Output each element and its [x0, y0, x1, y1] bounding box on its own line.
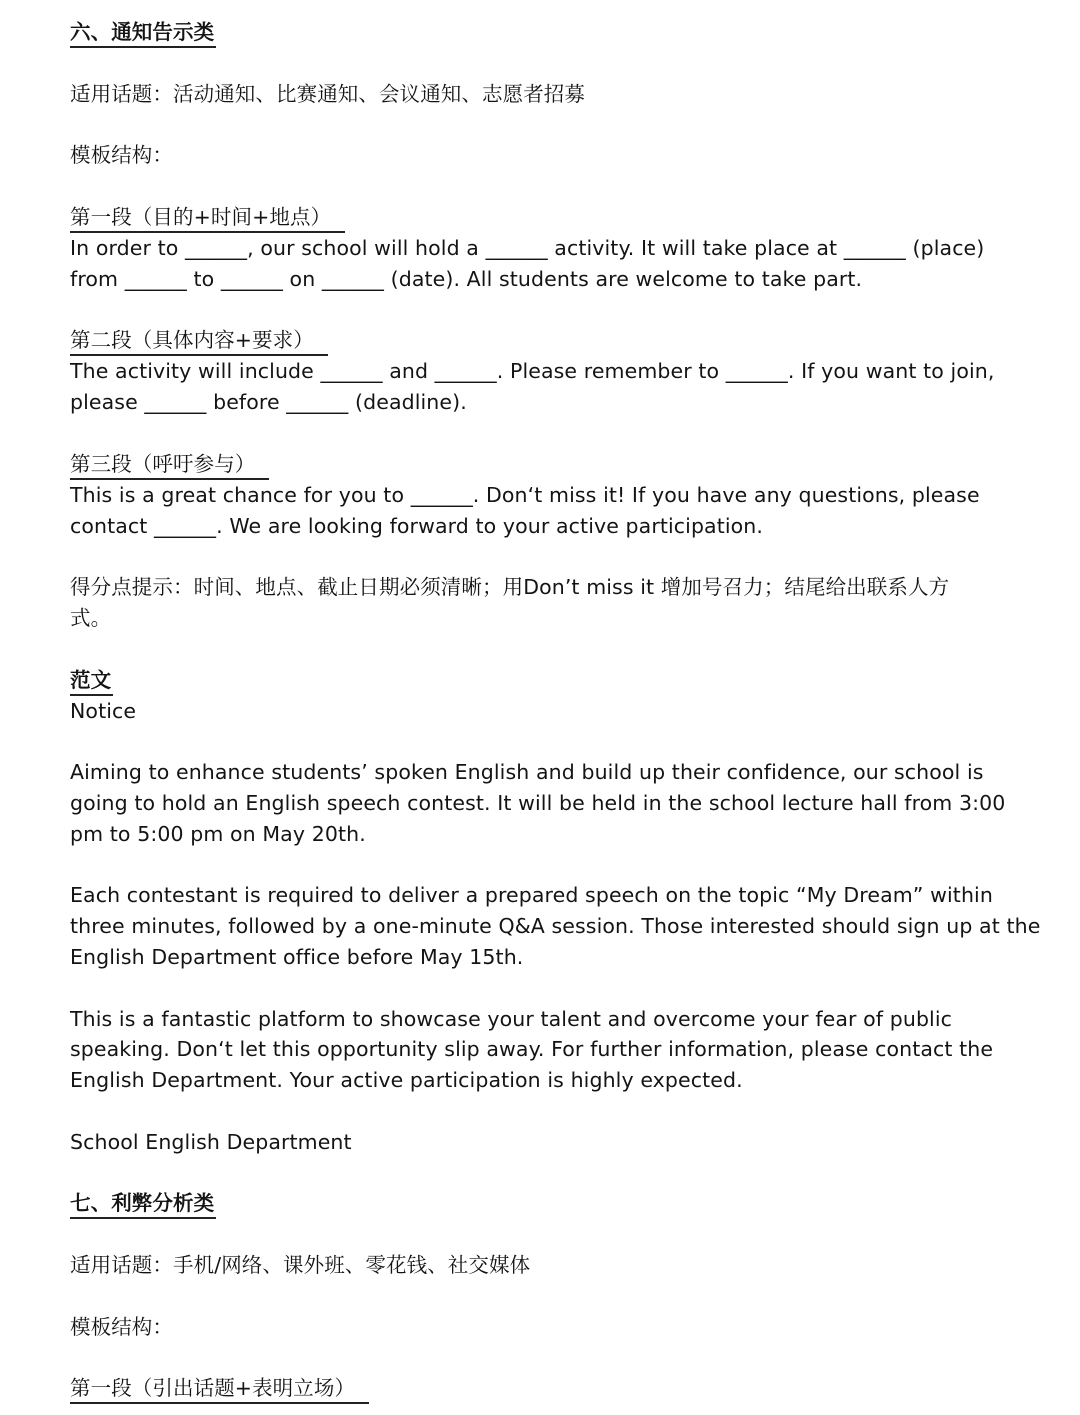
section-7-para1-heading: 第一段（引出话题+表明立场）: [70, 1375, 369, 1404]
para1-heading-row: [70, 202, 1020, 233]
para3-heading: 第三段（呼吁参与）: [70, 451, 269, 480]
section-6-title-row: [70, 17, 1020, 48]
para2-line-2: please ______ before ______ (deadline).: [70, 390, 467, 415]
para3-heading-row: [70, 449, 1020, 480]
sample-p1-line-3: pm to 5:00 pm on May 20th.: [70, 821, 366, 846]
para1-heading: 第一段（目的+时间+地点）: [70, 204, 345, 233]
section-7-para1-heading-row: [70, 1373, 1020, 1404]
tips-line-1: 得分点提示：时间、地点、截止日期必须清晰；用Don’t miss it 增加号召力；结尾给出联系人方: [70, 575, 950, 600]
section-7-topics: 适用话题：手机/网络、课外班、零花钱、社交媒体: [70, 1253, 531, 1278]
sample-label: 范文: [70, 667, 113, 696]
sample-p2-line-2: three minutes, followed by a one-minute Q&A session. Those interested should sign up at the: [70, 914, 1041, 939]
sample-p2-line-3: English Department office before May 15th.: [70, 944, 524, 969]
sample-p1-line-1: Aiming to enhance students’ spoken English and build up their confidence, our school is: [70, 760, 984, 785]
para2-heading-row: [70, 325, 1020, 356]
sample-signature: School English Department: [70, 1129, 352, 1154]
para1-line-2: from ______ to ______ on ______ (date). All students are welcome to take part.: [70, 266, 863, 291]
sample-label-row: [70, 665, 1020, 696]
section-6-template-label: 模板结构：: [70, 143, 173, 168]
section-6-title: 六、通知告示类: [70, 19, 216, 48]
section-7-title-row: [70, 1188, 1020, 1219]
sample-p3-line-3: English Department. Your active participation is highly expected.: [70, 1068, 743, 1093]
section-7-title: 七、利弊分析类: [70, 1190, 216, 1219]
para3-line-2: contact ______. We are looking forward to your active participation.: [70, 513, 764, 538]
para1-line-1: In order to ______, our school will hold a ______ activity. It will take place at ______ (place): [70, 235, 985, 260]
sample-p3-line-1: This is a fantastic platform to showcase your talent and overcome your fear of public: [70, 1006, 953, 1031]
document-page: [70, 17, 1041, 1404]
sample-p3-line-2: speaking. Don‘t let this opportunity slip away. For further information, please contact the: [70, 1037, 994, 1062]
para3-line-1: This is a great chance for you to ______. Don‘t miss it! If you have any questions, please: [70, 482, 980, 507]
sample-p1-line-2: going to hold an English speech contest. It will be held in the school lecture hall from 3:00: [70, 790, 1006, 815]
tips-line-2: 式。: [70, 605, 112, 630]
para2-heading: 第二段（具体内容+要求）: [70, 327, 328, 356]
section-6-topics: 适用话题：活动通知、比赛通知、会议通知、志愿者招募: [70, 81, 585, 106]
sample-title: Notice: [70, 698, 137, 723]
section-7-template-label: 模板结构：: [70, 1314, 173, 1339]
para2-line-1: The activity will include ______ and ______. Please remember to ______. If you want to join,: [70, 359, 995, 384]
sample-p2-line-1: Each contestant is required to deliver a prepared speech on the topic “My Dream” within: [70, 883, 993, 908]
